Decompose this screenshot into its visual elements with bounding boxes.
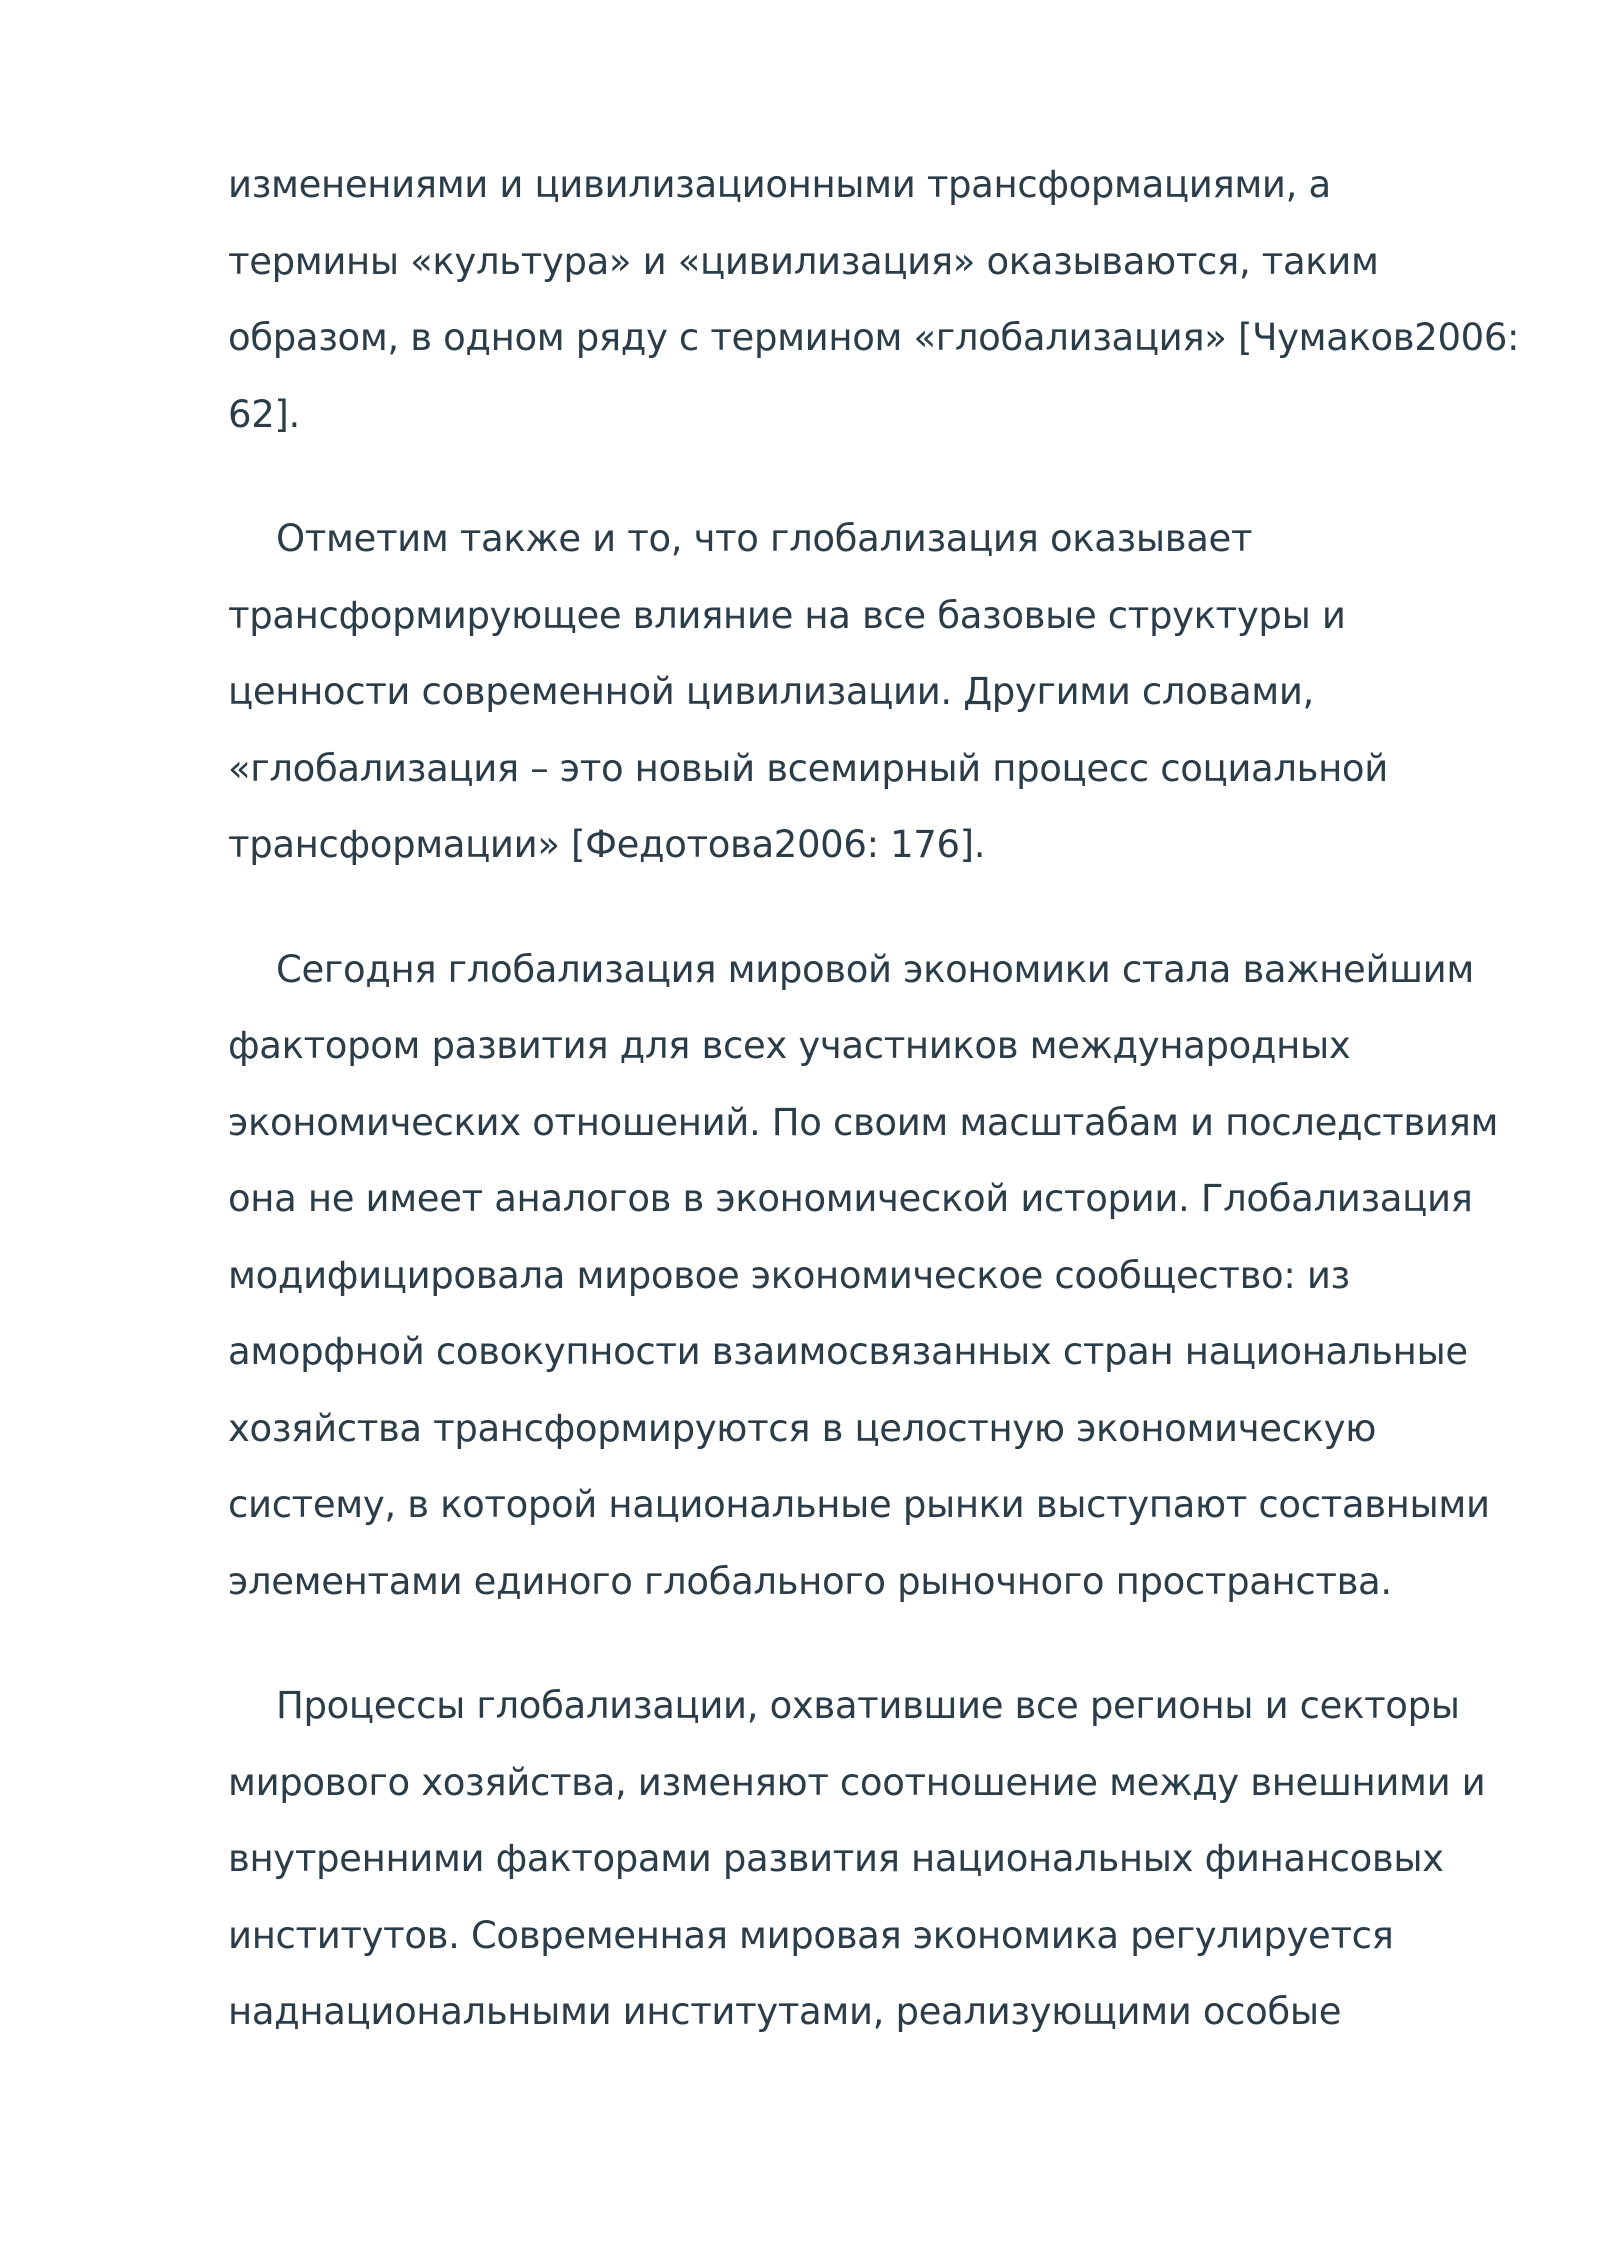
text-line: внутренними факторами развития национальных финансовых (228, 1837, 1444, 1880)
text-line: 62]. (228, 392, 300, 436)
text-line: Процессы глобализации, охватившие все регионы и секторы (276, 1684, 1460, 1727)
text-line: трансформирующее влияние на все базовые структуры и (228, 593, 1346, 637)
text-line: элементами единого глобального рыночного пространства. (228, 1559, 1392, 1603)
text-line: образом, в одном ряду с термином «глобализация» [Чумаков2006: (228, 316, 1520, 359)
paragraph-4 (228, 1668, 1486, 2051)
text-line: Отметим также и то, что глобализация оказывает (276, 517, 1253, 560)
text-line: наднациональными институтами, реализующими особые (228, 1990, 1342, 2033)
text-line: мирового хозяйства, изменяют соотношение между внешними и (228, 1760, 1486, 1804)
text-line: хозяйства трансформируются в целостную экономическую (228, 1406, 1376, 1450)
text-line: «глобализация – это новый всемирный процесс социальной (228, 746, 1388, 790)
text-line: она не имеет аналогов в экономической истории. Глобализация (228, 1177, 1473, 1220)
paragraph-1 (228, 147, 1520, 453)
text-line: систему, в которой национальные рынки выступают составными (228, 1483, 1490, 1526)
text-line: экономических отношений. По своим масштабам и последствиям (228, 1100, 1499, 1144)
paragraph-3 (228, 932, 1499, 1621)
text-line: ценности современной цивилизации. Другими словами, (228, 670, 1314, 713)
text-line: трансформации» [Федотова2006: 176]. (228, 823, 986, 866)
text-line: изменениями и цивилизационными трансформациями, а (228, 163, 1331, 206)
text-line: фактором развития для всех участников международных (228, 1024, 1351, 1067)
text-line: модифицировала мировое экономическое сообщество: из (228, 1253, 1350, 1297)
text-line: термины «культура» и «цивилизация» оказываются, таким (228, 239, 1379, 283)
paragraph-2 (228, 501, 1460, 884)
text-line: аморфной совокупности взаимосвязанных стран национальные (228, 1330, 1468, 1373)
text-line: институтов. Современная мировая экономика регулируется (228, 1913, 1394, 1957)
text-line: Сегодня глобализация мировой экономики стала важнейшим (276, 947, 1474, 991)
